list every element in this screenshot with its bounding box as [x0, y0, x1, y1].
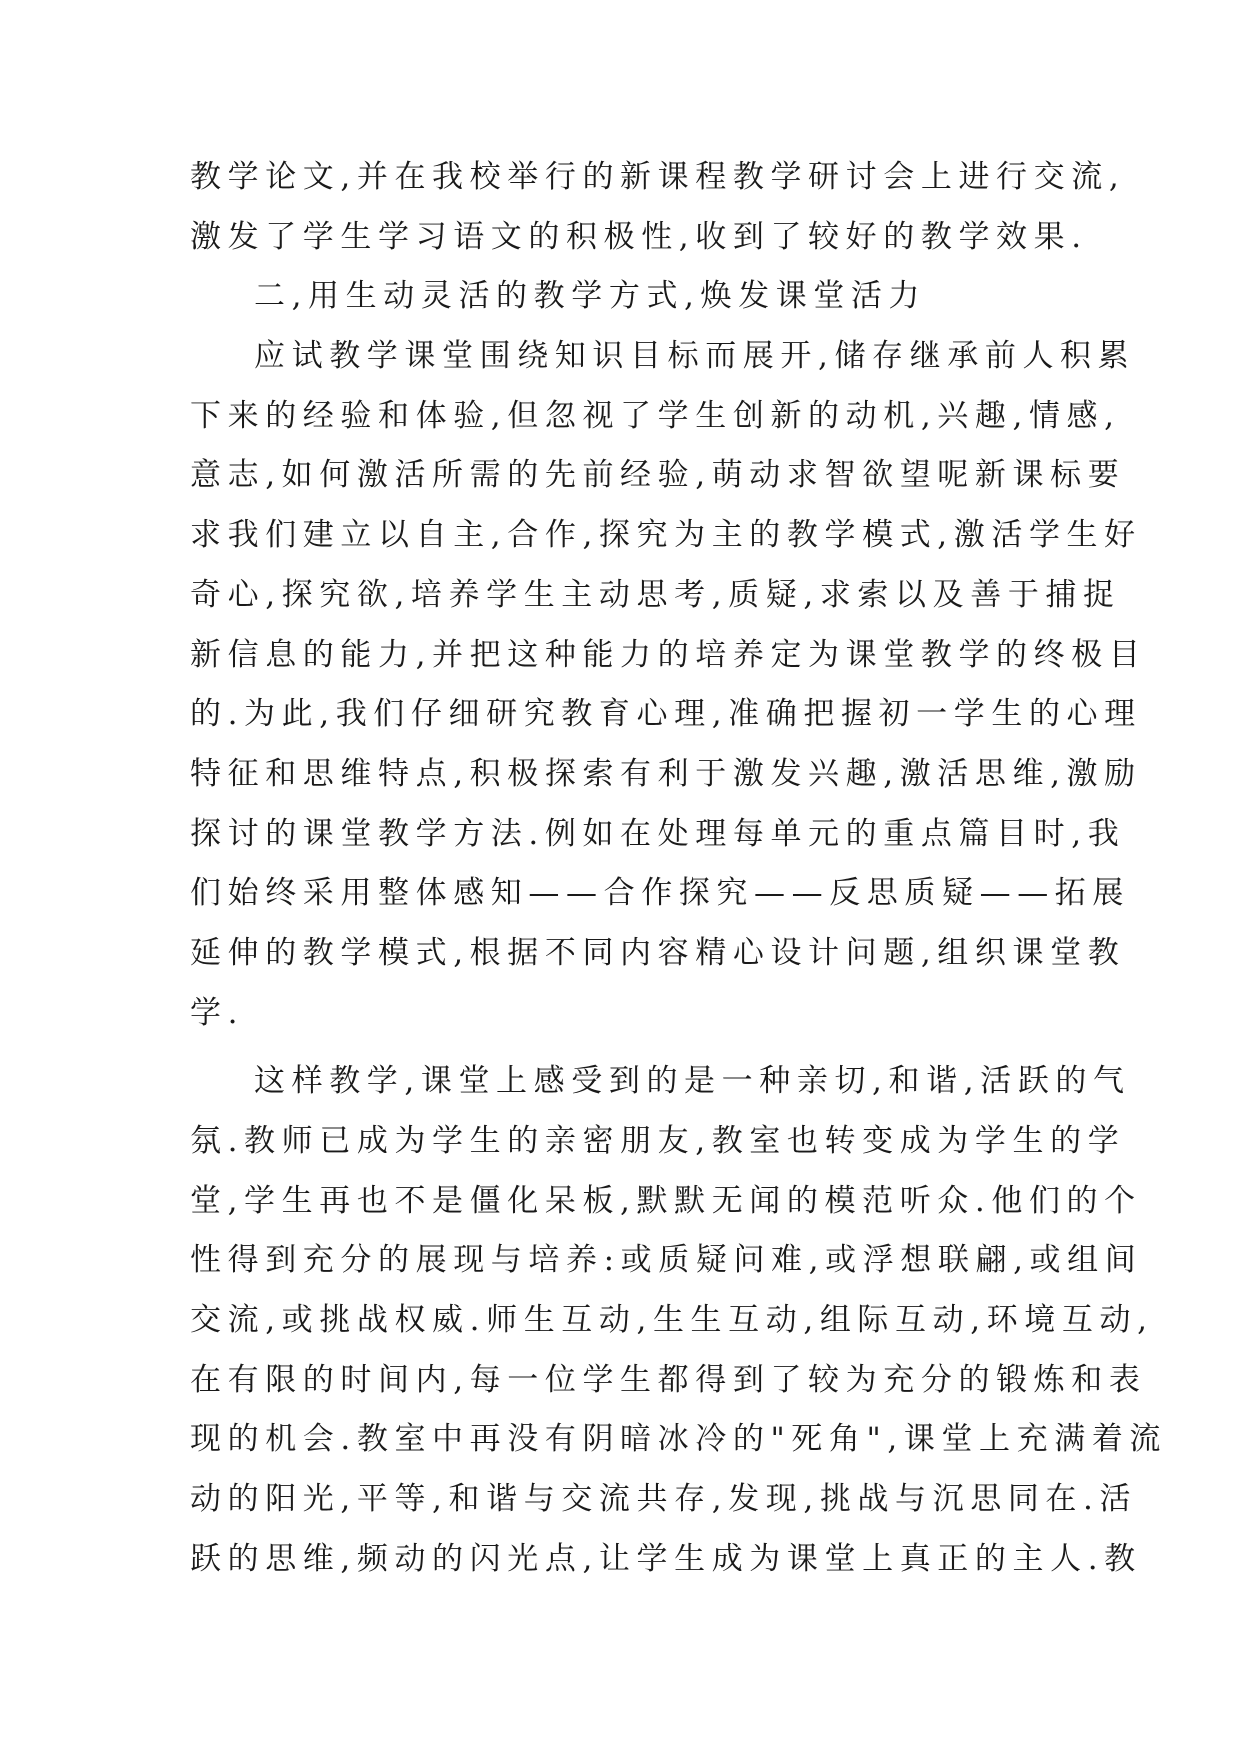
- text-line: 们始终采用整体感知——合作探究——反思质疑——拓展: [190, 875, 1130, 912]
- text-line: 堂,学生再也不是僵化呆板,默默无闻的模范听众.他们的个: [190, 1182, 1142, 1219]
- text-line: 求我们建立以自主,合作,探究为主的教学模式,激活学生好: [190, 517, 1142, 554]
- text-line: 延伸的教学模式,根据不同内容精心设计问题,组织课堂教: [190, 934, 1126, 971]
- body-text: [190, 148, 1168, 1590]
- text-line: 探讨的课堂教学方法.例如在处理每单元的重点篇目时,我: [190, 815, 1126, 852]
- text-line: 氛.教师已成为学生的亲密朋友,教室也转变成为学生的学: [190, 1123, 1126, 1159]
- text-line: 动的阳光,平等,和谐与交流共存,发现,挑战与沉思同在.活: [190, 1481, 1138, 1518]
- text-line: 的.为此,我们仔细研究教育心理,准确把握初一学生的心理: [190, 696, 1142, 733]
- text-line: 这样教学,课堂上感受到的是一种亲切,和谐,活跃的气: [254, 1063, 1131, 1100]
- text-line: 奇心,探究欲,培养学生主动思考,质疑,求索以及善于捕捉: [190, 576, 1121, 613]
- text-line: 跃的思维,频动的闪光点,让学生成为课堂上真正的主人.教: [190, 1540, 1142, 1577]
- text-line: 新信息的能力,并把这种能力的培养定为课堂教学的终极目: [190, 636, 1147, 673]
- text-line: 特征和思维特点,积极探索有利于激发兴趣,激活思维,激励: [190, 755, 1142, 792]
- section-heading: 二,用生动灵活的教学方式,焕发课堂活力: [254, 278, 927, 315]
- text-line: 交流,或挑战权威.师生互动,生生互动,组际互动,环境互动,: [190, 1302, 1154, 1339]
- text-line: 教学论文,并在我校举行的新课程教学研讨会上进行交流,: [190, 159, 1126, 195]
- text-line: 在有限的时间内,每一位学生都得到了较为充分的锻炼和表: [190, 1361, 1147, 1398]
- text-line: 下来的经验和体验,但忽视了学生创新的动机,兴趣,情感,: [190, 397, 1121, 434]
- text-line: 学.: [190, 994, 245, 1031]
- text-line: 意志,如何激活所需的先前经验,萌动求智欲望呢新课标要: [190, 457, 1126, 494]
- text-line: 现的机会.教室中再没有阴暗冰冷的"死角",课堂上充满着流: [190, 1421, 1168, 1458]
- text-line: 激发了学生学习语文的积极性,收到了较好的教学效果.: [190, 218, 1088, 255]
- text-line: 性得到充分的展现与培养:或质疑问难,或浮想联翩,或组间: [190, 1242, 1143, 1279]
- text-line: 应试教学课堂围绕知识目标而展开,储存继承前人积累: [254, 338, 1136, 375]
